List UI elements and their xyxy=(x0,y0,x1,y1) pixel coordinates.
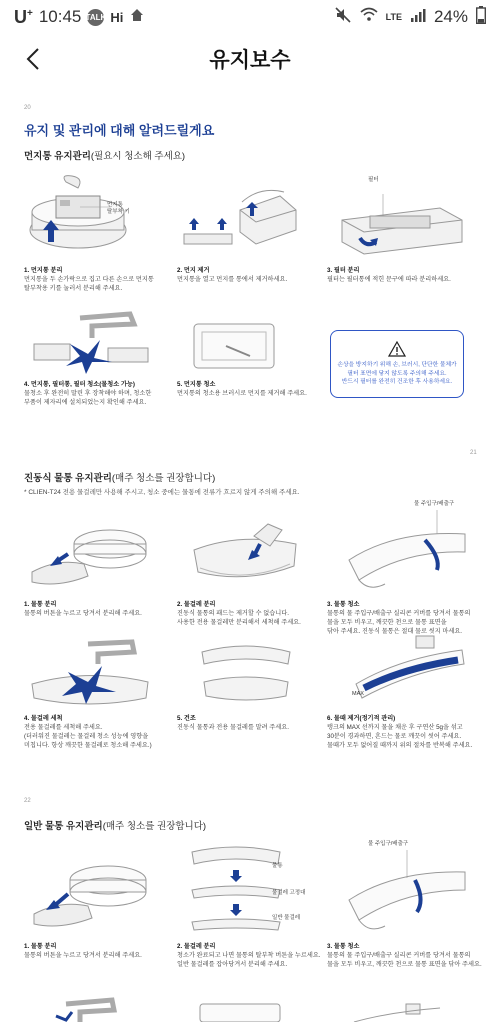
general-mop-detach-illustration xyxy=(186,840,286,936)
step-caption: 3. 물통 청소 물통의 물 주입구/배출구 실리콘 커버를 당겨서 물통의 물을 모두 비우고, 깨끗한 천으로 물통 표면을 닦아 주세요. 진동식 물통은 절대 물로 씻지 마세요. xyxy=(327,601,471,635)
kakaotalk-icon: TALK xyxy=(87,9,104,26)
tray-illustration-partial xyxy=(196,1000,286,1022)
carrier-label: U+ xyxy=(14,6,33,27)
step-caption: 1. 물통 분리 물통의 버튼을 누르고 당겨서 분리해 주세요. xyxy=(24,601,142,617)
home-notification-icon xyxy=(129,7,145,28)
max-line-callout: MAX xyxy=(352,691,364,697)
mop-fixer-callout: 물걸레 고정대 xyxy=(272,890,306,896)
network-type: LTE xyxy=(385,11,402,22)
tank-clean-illustration xyxy=(345,510,470,594)
step-caption: 4. 물걸레 세척 전용 물걸레를 세척해 주세요. (더러워진 물걸레는 물걸레 청소 성능에 영향을 미칩니다. 항상 깨끗한 물걸레로 청소해 주세요.) xyxy=(24,715,152,749)
status-bar xyxy=(0,0,500,34)
hi-icon: Hi xyxy=(110,9,124,25)
filter-callout: 필터 xyxy=(368,177,379,183)
general-mop-callout: 일반 물걸레 xyxy=(272,915,301,921)
tank-callout: 물통 xyxy=(272,863,283,869)
drying-illustration xyxy=(196,638,296,704)
step-caption: 2. 물걸레 분리 진동식 물통의 패드는 제거할 수 없습니다. 사용한 전용 물걸레만 분리해서 세척해 주세요. xyxy=(177,601,301,626)
general-tank-detach-illustration xyxy=(30,850,155,936)
general-tank-clean-illustration xyxy=(345,850,470,936)
app-bar xyxy=(0,36,500,82)
page-number: 22 xyxy=(24,798,31,804)
step-caption: 1. 먼지통 분리 먼지통을 두 손가락으로 집고 다른 손으로 먼지통 탈부착용 키를 눌러서 분리해 주세요. xyxy=(24,267,154,292)
step-caption: 3. 물통 청소 물통의 물 주입구/배출구 실리콘 커버를 당겨서 물통의 물을 모두 비우고, 깨끗한 천으로 물통 표면을 닦아 주세요. xyxy=(327,943,482,968)
general-tank-subtitle: 일반 물통 유지관리(매주 청소를 권장합니다) xyxy=(24,821,207,832)
step-caption: 5. 먼지통 청소 먼지통의 청소용 브러시로 먼지를 제거해 주세요. xyxy=(177,381,307,397)
filter-removal-illustration xyxy=(340,194,465,262)
callout-line xyxy=(80,204,110,210)
page-title: 유지보수 xyxy=(209,49,291,72)
section-title: 유지 및 관리에 대해 알려드릴게요 xyxy=(24,123,215,138)
signal-icon xyxy=(410,7,426,27)
step-caption: 2. 먼지 제거 먼지통을 열고 먼지를 통에서 제거하세요. xyxy=(177,267,288,283)
dustbin-brush-illustration xyxy=(190,318,280,376)
back-button[interactable] xyxy=(18,44,48,74)
battery-level: 24% xyxy=(433,7,468,26)
step-caption: 3. 필터 분리 필터는 필터통에 적힌 문구에 따라 분리하세요. xyxy=(327,267,451,283)
general-inlet-callout: 물 주입구/배출구 xyxy=(368,841,409,847)
clock: 10:45 xyxy=(38,7,82,26)
vibrating-tank-subtitle: 진동식 물통 유지관리(매주 청소를 권장합니다) xyxy=(24,473,216,484)
manual-document[interactable] xyxy=(0,98,500,1022)
mop-wash-illustration xyxy=(28,638,153,710)
page-number: 21 xyxy=(470,450,477,456)
battery-icon xyxy=(476,6,486,29)
tank-detach-illustration xyxy=(28,518,153,592)
chevron-left-icon xyxy=(26,48,40,70)
warning-box xyxy=(330,330,464,398)
dustbin-key-callout: 먼지통 탈부착 키 xyxy=(107,202,130,215)
dustbin-subtitle: 먼지통 유지관리(필요시 청소해 주세요) xyxy=(24,151,186,162)
washing-parts-illustration xyxy=(30,308,155,376)
mop-detach-illustration xyxy=(190,516,300,592)
warning-text: 손상을 방지하기 위해 손, 브러시, 단단한 물체가 필터 표면에 닿지 않도록 주의해 주세요. 반드시 필터를 완전히 건조한 후 사용하세요. xyxy=(337,362,457,386)
dust-removal-illustration xyxy=(180,180,300,260)
wifi-icon xyxy=(360,7,378,28)
inlet-callout: 물 주입구/배출구 xyxy=(414,501,455,507)
step-caption: 5. 건조 진동식 물통과 전용 물걸레를 말려 주세요. xyxy=(177,715,289,731)
warning-icon xyxy=(388,341,406,357)
step-caption: 4. 먼지통, 필터통, 필터 청소(물청소 가능) 물청소 후 완전히 말린 후 장착해야 하며, 청소한 부품이 제자리에 설치되었는지 확인해 주세요. xyxy=(24,381,152,406)
step-caption: 2. 물걸레 분리 청소가 완료되고 나면 물통의 탈부착 버튼을 누르세요. 일반 물걸레를 잡아당겨서 분리해 주세요. xyxy=(177,943,321,968)
step-caption: 6. 물때 제거(정기적 관리) 탱크의 MAX 선까지 물을 채운 후 구연산 5g을 섞고 30분이 경과하면, 흔드는 물로 깨끗이 씻어 주세요. 물때가 모두 없어질 때까지 위의 절차를 반복해 주세요. xyxy=(327,715,473,749)
page-number: 20 xyxy=(24,105,31,111)
step-caption: 1. 물통 분리 물통의 버튼을 누르고 당겨서 분리해 주세요. xyxy=(24,943,142,959)
mute-icon xyxy=(334,6,352,29)
tank-illustration-partial xyxy=(350,992,450,1022)
vibrating-tank-note: * CLIEN-T24 전용 물걸레만 사용해 주시고, 청소 중에는 물통에 전류가 흐르지 않게 주의해 주세요. xyxy=(24,489,300,496)
faucet-illustration-partial xyxy=(36,992,126,1022)
